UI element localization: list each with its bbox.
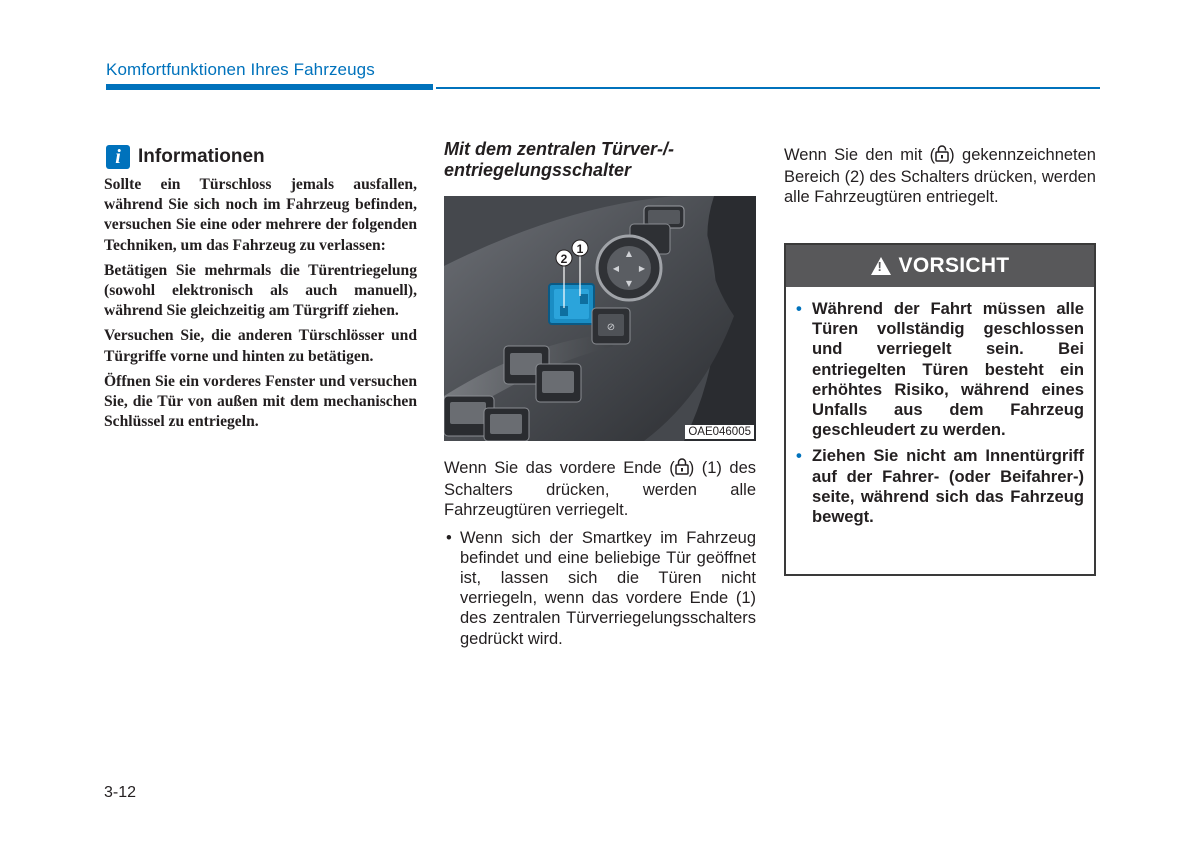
section-title: Mit dem zentralen Türver-/-entriegelungsschalter	[444, 139, 675, 180]
svg-text:▶: ▶	[638, 264, 646, 273]
info-title: Informationen	[138, 146, 265, 167]
lock-text-after: ) (1) des Schalters drücken, werden alle Fahrzeugtüren verriegelt.	[444, 459, 756, 520]
info-heading	[106, 145, 265, 169]
header-rule	[436, 87, 1100, 89]
door-switch-figure	[444, 196, 756, 441]
lock-paragraph	[444, 458, 756, 521]
svg-text:◀: ◀	[612, 264, 620, 273]
warning-box	[784, 243, 1096, 576]
info-body	[104, 175, 417, 437]
info-paragraph: Betätigen Sie mehrmals die Türentriegelung (sowohl elektronisch als auch manuell), während Sie gleichzeitig am Türgriff ziehen.	[104, 261, 417, 320]
warning-item: • Ziehen Sie nicht am Innentürgriff auf der Fahrer- (oder Beifahrer-) seite, während sich das Fahrzeug bewegt.	[794, 446, 1084, 527]
page-number: 3-12	[104, 784, 137, 801]
figure-code: OAE046005	[685, 425, 754, 439]
info-icon: i	[106, 145, 130, 169]
lock-open-icon	[935, 145, 949, 167]
unlock-text-after: ) gekennzeichneten Bereich (2) des Schalters drücken, werden alle Fahrzeugtüren entriegelt.	[784, 146, 1096, 207]
smartkey-note: • Wenn sich der Smartkey im Fahrzeug befindet und eine beliebige Tür geöffnet ist, lassen sich die Türen nicht verriegeln, wenn das vordere Ende (1) des zentralen Türverriegelungsschalters gedrückt wird.	[444, 528, 756, 649]
info-paragraph: Sollte ein Türschloss jemals ausfallen, während Sie sich noch im Fahrzeug befinden, versuchen Sie eine oder mehrere der folgenden Techniken, um das Fahrzeug zu verlassen:	[104, 176, 417, 254]
lock-closed-icon	[675, 458, 689, 480]
callout-1-label: 1	[576, 242, 584, 256]
chapter-title: Komfortfunktionen Ihres Fahrzeugs	[106, 60, 375, 79]
svg-text:⊘: ⊘	[606, 322, 616, 333]
lock-text-before: Wenn Sie das vordere Ende (	[444, 459, 675, 477]
warning-triangle-icon: !	[871, 257, 891, 275]
info-paragraph: Öffnen Sie ein vorderes Fenster und versuchen Sie, die Tür von außen mit dem mechanischen Schlüssel zu entriegeln.	[104, 372, 417, 431]
chapter-title-bar	[106, 84, 433, 90]
door-panel-illustration	[444, 196, 756, 441]
info-paragraph: Versuchen Sie, die anderen Türschlösser und Türgriffe vorne und hinten zu betätigen.	[104, 327, 417, 365]
svg-text:▼: ▼	[625, 279, 633, 288]
unlock-text-before: Wenn Sie den mit (	[784, 146, 936, 164]
warning-item: • Während der Fahrt müssen alle Türen vollständig geschlossen und verriegelt sein. Bei entriegelten Türen besteht ein erhöhtes Risiko, während eines Unfalls aus dem Fahrzeug geschleudert zu werden.	[794, 299, 1084, 440]
unlock-paragraph	[784, 145, 1096, 208]
warning-title: VORSICHT	[898, 254, 1010, 277]
warning-header	[786, 245, 1094, 287]
lock-description	[444, 458, 756, 649]
svg-text:▲: ▲	[625, 249, 633, 258]
callout-2-label: 2	[560, 252, 568, 266]
warning-body	[786, 287, 1094, 527]
